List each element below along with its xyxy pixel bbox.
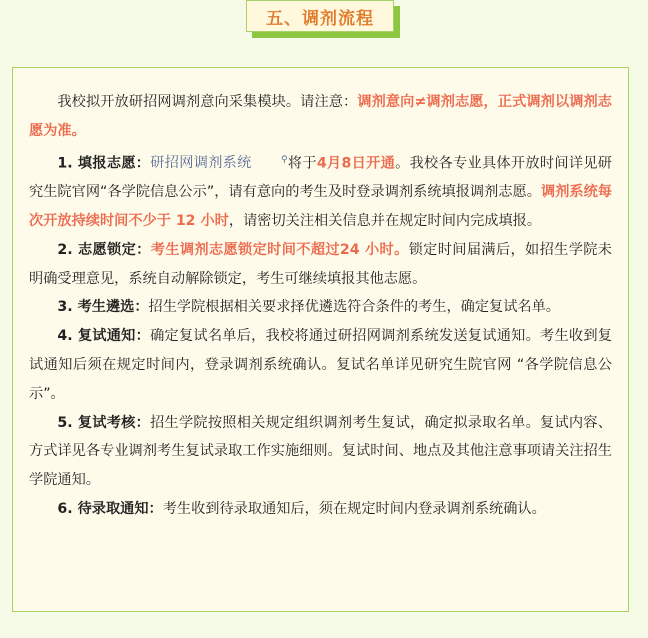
intro-paragraph [29,88,612,146]
step-text: 将于 [287,155,317,172]
step-1 [29,146,612,236]
step-text: 考生收到待录取通知后，须在规定时间内登录调剂系统确认。 [162,500,546,517]
step-label: 1. 填报志愿： [57,155,151,172]
step-6 [29,495,612,524]
search-icon: ⚲ [281,154,288,165]
section-title: 五、调剂流程 [246,0,394,32]
step-label: 3. 考生遴选： [57,299,149,316]
section-title-badge [246,0,400,38]
date-highlight: 4月8日开通 [316,155,396,172]
step-label: 6. 待录取通知： [57,500,163,517]
step-highlight: 考生调剂志愿锁定时间不超过24 小时。 [150,241,409,258]
step-highlight: 调剂系统每次开放持续时间不少于 12 小时 [29,184,612,229]
step-text: 确定复试名单后，我校将通过研招网调剂系统发送复试通知。考生收到复试通知后须在规定时间内，登录调剂系统确认。复试名单详见研究生院官网 “各学院信息公示”。 [29,328,612,402]
intro-text: 我校拟开放研招网调剂意向采集模块。请注意： [57,94,358,110]
content-box [12,67,629,612]
step-label: 4. 复试通知： [57,328,151,345]
step-text: 锁定时间届满后，如招生学院未明确受理意见，系统自动解除锁定，考生可继续填报其他志愿。 [29,241,612,287]
step-3 [29,293,612,322]
step-2 [29,236,612,294]
step-text: 。我校各专业具体开放时间详见研究生院官网“各学院信息公示”，请有意向的考生及时登录调剂系统填报调剂志愿。 [29,155,612,201]
adjustment-system-link[interactable] [150,155,287,171]
step-text: ，请密切关注相关信息并在规定时间内完成填报。 [228,212,542,229]
intro-highlight: 调剂意向≠调剂志愿，正式调剂以调剂志愿为准。 [29,94,612,139]
step-label: 5. 复试考核： [57,414,151,431]
step-text: 招生学院按照相关规定组织调剂考生复试，确定拟录取名单。复试内容、方式详见各专业调剂考生复试录取工作实施细则。复试时间、地点及其他注意事项请关注招生学院通知。 [29,414,612,489]
step-4 [29,322,612,408]
step-label: 2. 志愿锁定： [57,241,151,258]
step-5 [29,409,612,495]
step-text: 招生学院根据相关要求择优遴选符合条件的考生，确定复试名单。 [148,299,560,316]
link-text[interactable]: 研招网调剂系统 [150,155,252,172]
